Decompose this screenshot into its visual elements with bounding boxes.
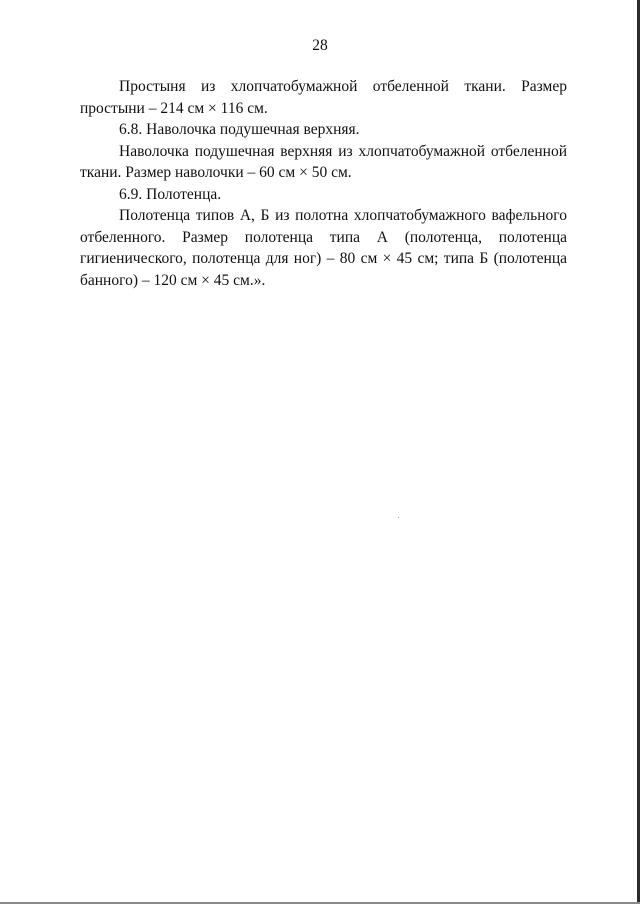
scan-speck: [398, 517, 399, 518]
body-text: [80, 76, 567, 291]
paragraph-bedsheet: Простыня из хлопчатобумажной отбеленной ткани. Размер простыни – 214 см × 116 см.: [80, 78, 567, 117]
paragraph-towels: Полотенца типов А, Б из полотна хлопчатобумажного вафельного отбеленного. Размер полотенца типа А (полотенца, полотенца гигиенического, полотенца для ног) – 80 см × 45 см; типа Б (полотенца банного) – 120 см × 45 см.».: [80, 207, 567, 289]
page-number: 28: [312, 37, 328, 54]
section-heading-6-8: 6.8. Наволочка подушечная верхняя.: [119, 121, 360, 138]
section-heading-6-9: 6.9. Полотенца.: [119, 185, 222, 203]
paragraph-pillowcase: Наволочка подушечная верхняя из хлопчатобумажной отбеленной ткани. Размер наволочки – 60 см × 50 см.: [80, 142, 567, 181]
